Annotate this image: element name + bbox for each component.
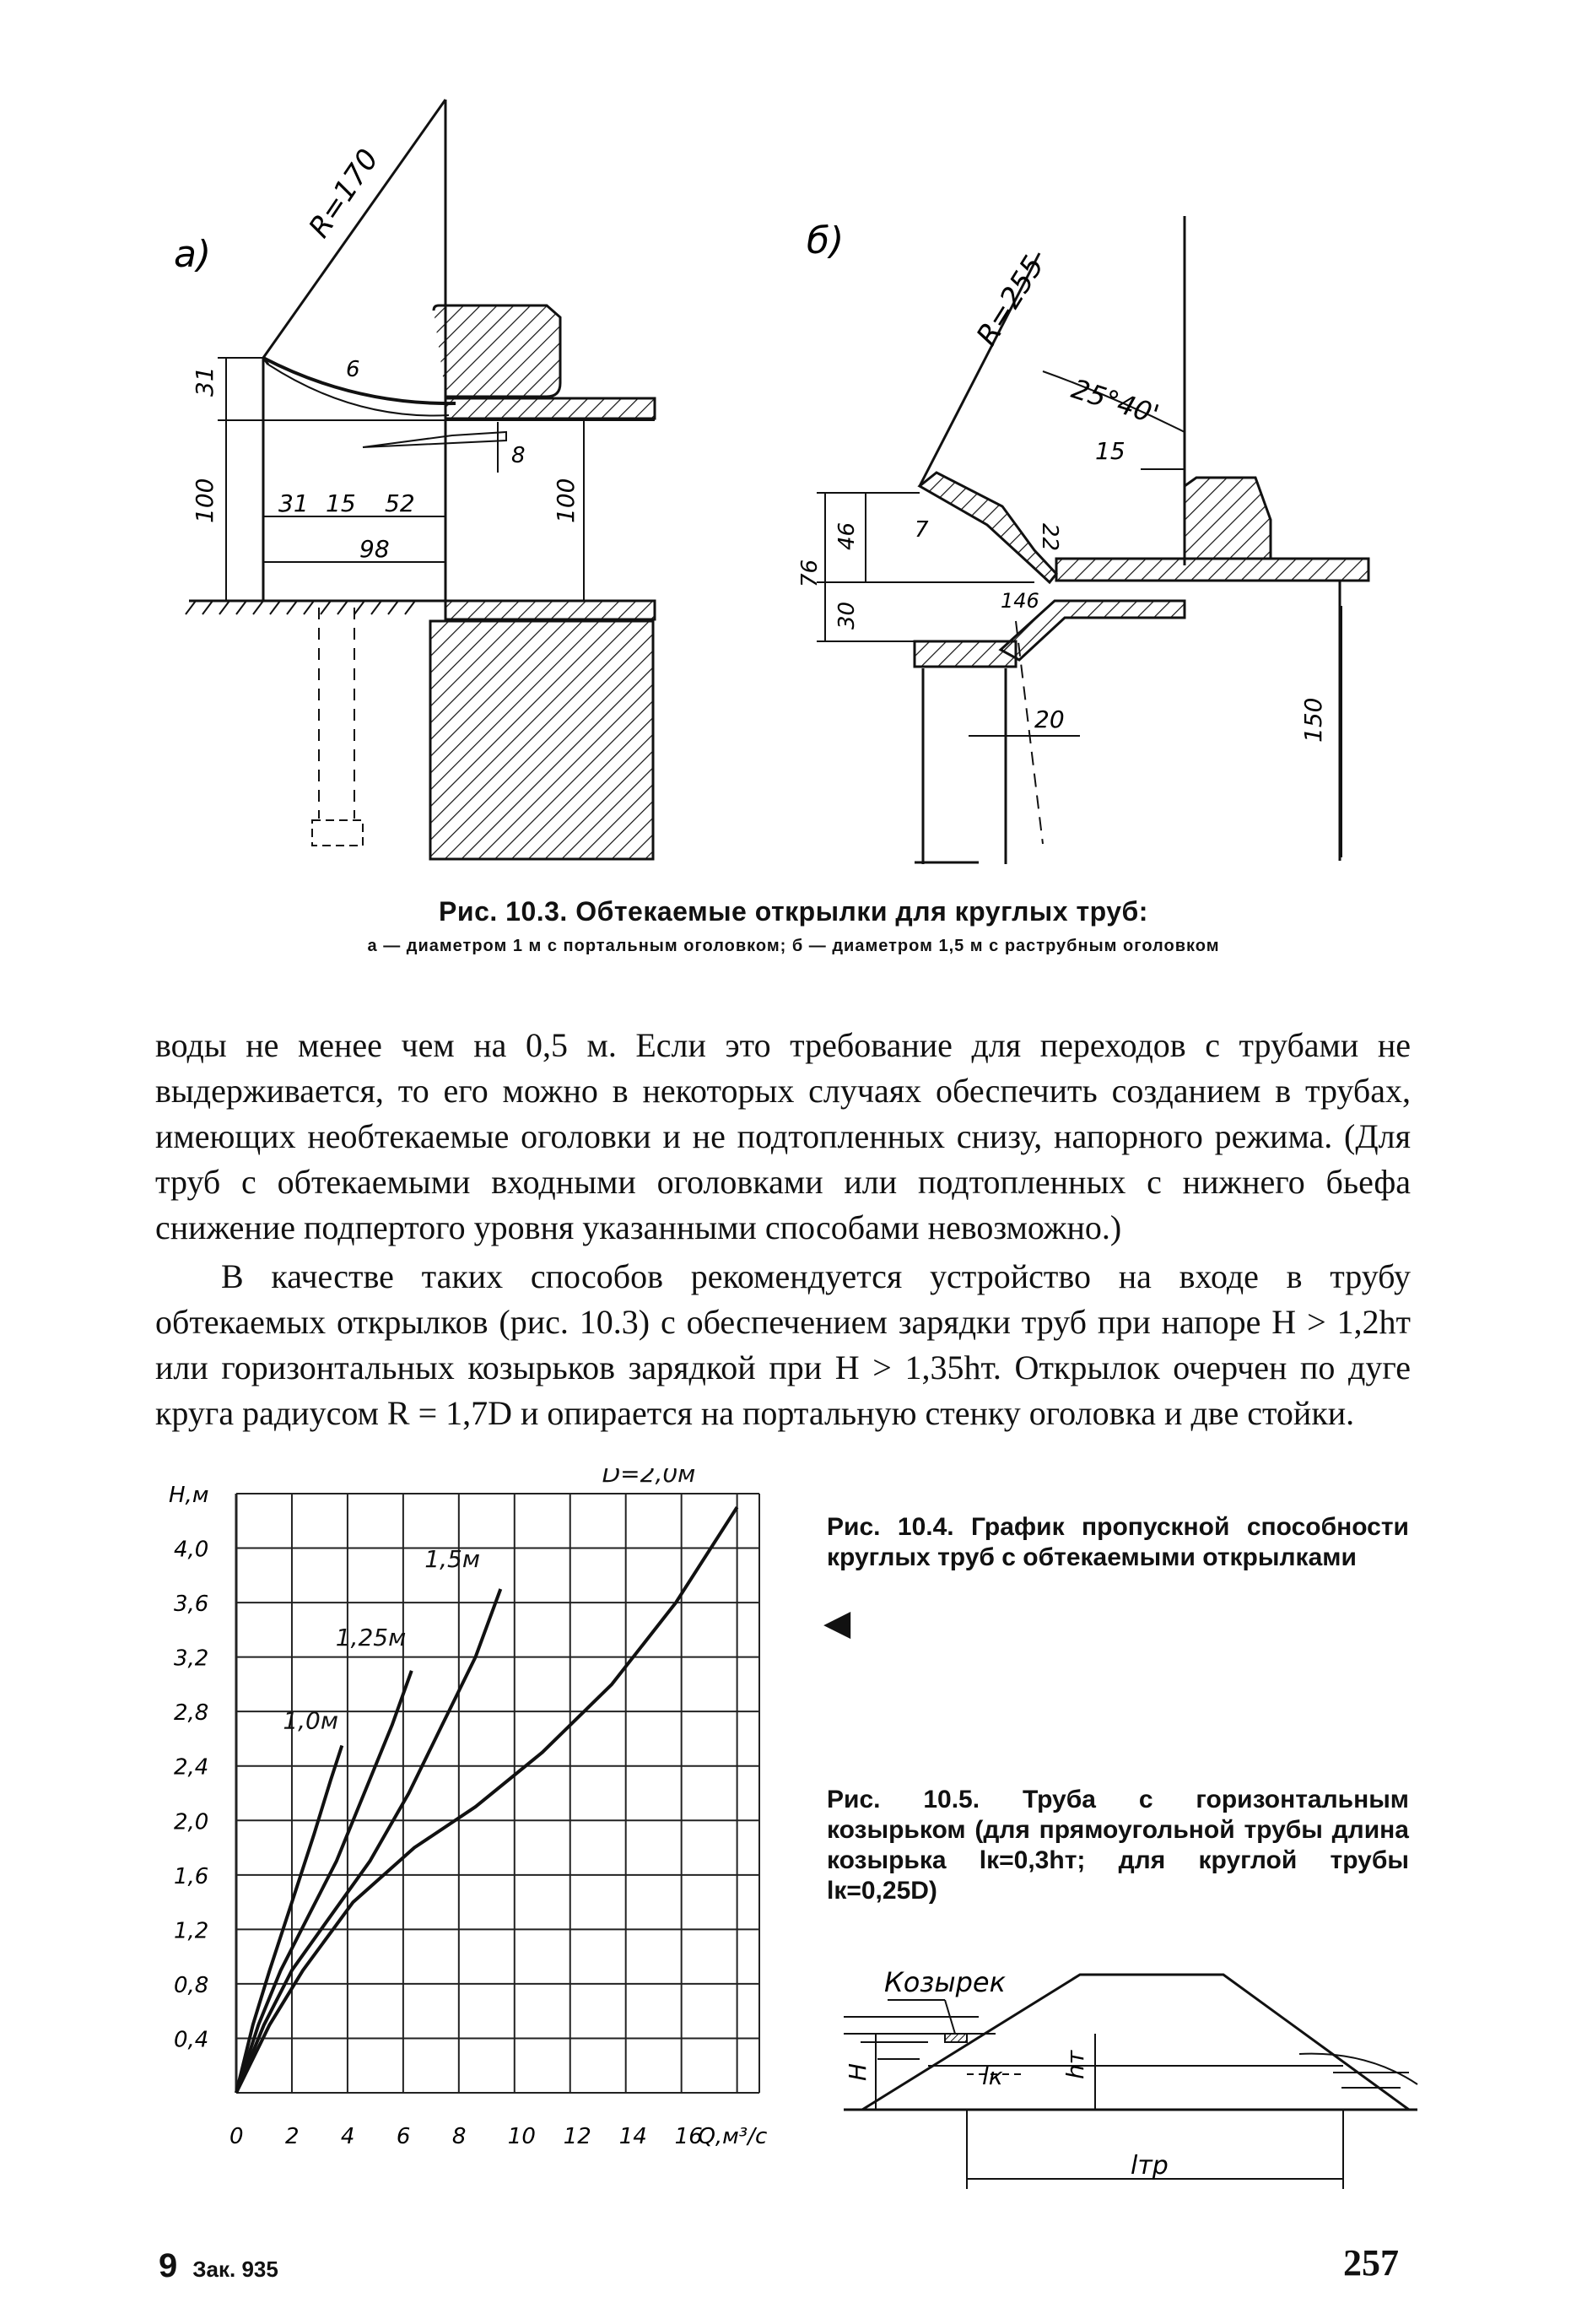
h-label: H xyxy=(844,2062,872,2081)
x-tick-label: 6 xyxy=(396,2124,411,2149)
visor-label: Козырек xyxy=(884,1966,1006,1998)
a-dim-total: 98 xyxy=(359,535,390,563)
ht-label: hт xyxy=(1061,2050,1089,2079)
x-tick-label: 14 xyxy=(618,2124,647,2149)
y-tick-label: 1,6 xyxy=(174,1863,209,1889)
b-dim-angle: 25°40' xyxy=(1067,372,1163,431)
lk-label: lк xyxy=(982,2062,1003,2090)
x-tick-label: 10 xyxy=(507,2124,536,2149)
b-dim-offset: 15 xyxy=(1095,437,1125,465)
y-axis-label: Н,м xyxy=(169,1483,209,1508)
a-dim-seg1: 31 xyxy=(278,489,309,517)
y-tick-label: 2,8 xyxy=(174,1700,209,1727)
x-tick-label: 0 xyxy=(229,2124,244,2149)
panel-a-label: а) xyxy=(174,233,212,276)
figure-10-5-caption: Рис. 10.5. Труба с горизонтальным козырьком (для прямоугольной трубы длина козырька lк=0,3hт; для круглой трубы lк=0,25D) xyxy=(827,1786,1409,1905)
panel-b-label: б) xyxy=(807,219,845,262)
y-tick-label: 1,2 xyxy=(174,1918,209,1944)
a-radius-line xyxy=(263,100,445,358)
b-dim-w20: 20 xyxy=(1034,705,1065,733)
figure-10-4-chart xyxy=(152,1468,818,2194)
series-label: 1,5м xyxy=(424,1544,480,1573)
b-dim-radius: R=255 xyxy=(969,250,1051,352)
a-dim-thickness: 6 xyxy=(346,357,360,382)
ltr-label: lтр xyxy=(1131,2151,1169,2181)
b-dim-w146: 146 xyxy=(1001,589,1039,613)
a-dim-height-left: 100 xyxy=(191,478,219,523)
y-tick-label: 3,2 xyxy=(174,1646,209,1672)
figure-10-3 xyxy=(0,0,1587,886)
figure-10-3-caption: Рис. 10.3. Обтекаемые открылки для круглых труб: xyxy=(439,896,1148,927)
y-tick-label: 2,4 xyxy=(174,1754,209,1781)
x-tick-label: 12 xyxy=(563,2124,591,2149)
chart-svg xyxy=(152,1468,818,2194)
figure-10-3-subcaption: а — диаметром 1 м с портальным оголовком; б — диаметром 1,5 м с раструбным оголовком xyxy=(367,937,1220,955)
y-tick-label: 2,0 xyxy=(174,1809,209,1835)
page-number: 257 xyxy=(1343,2242,1399,2283)
b-dim-h46: 46 xyxy=(834,522,860,550)
order-number: Зак. 935 xyxy=(192,2256,278,2282)
series-label: 1,0м xyxy=(283,1706,338,1735)
figure-10-5 xyxy=(827,1907,1434,2228)
y-tick-label: 4,0 xyxy=(174,1537,209,1563)
figure-10-3-svg xyxy=(0,0,1587,886)
x-tick-label: 16 xyxy=(674,2124,703,2149)
a-dim-top-height: 31 xyxy=(191,366,219,397)
sheet-number: 9 xyxy=(159,2247,178,2284)
series-label: 1,25м xyxy=(335,1623,407,1651)
a-dim-seg3: 52 xyxy=(385,489,415,517)
series-line xyxy=(236,1507,737,2093)
x-tick-label: 8 xyxy=(451,2124,467,2149)
a-dim-radius: R=170 xyxy=(302,143,386,245)
x-tick-label: 4 xyxy=(340,2124,355,2149)
footer-left xyxy=(159,2247,278,2285)
b-dim-h30: 30 xyxy=(834,601,860,630)
b-dim-thickness: 7 xyxy=(915,517,929,543)
x-tick-label: 2 xyxy=(284,2124,300,2149)
a-dim-gap: 8 xyxy=(511,443,526,468)
b-dim-h76: 76 xyxy=(797,559,823,587)
b-dim-h22: 22 xyxy=(1037,523,1062,552)
figure-10-4-caption: Рис. 10.4. График пропускной способности круглых труб с обтекаемыми открылками xyxy=(827,1513,1409,1571)
a-dim-height-right: 100 xyxy=(552,478,580,523)
x-axis-label: Q,м³/с xyxy=(698,2124,768,2149)
y-tick-label: 0,8 xyxy=(174,1972,209,1998)
a-dim-seg2: 15 xyxy=(326,489,356,517)
paragraph-1: воды не менее чем на 0,5 м. Если это требование для переходов с трубами не выдерживается, то его можно в некоторых случаях обеспечить созданием в трубах, имеющих необтекаемые оголовки и не подтопленных снизу, напорного режима. (Для труб с обтекаемыми входными оголовками или подтопленных с нижнего бьефа снижение подпертого уровня указанными способами невозможно.) xyxy=(155,1026,1411,1246)
y-tick-label: 3,6 xyxy=(174,1592,209,1618)
series-label: D=2,0м xyxy=(602,1468,696,1489)
paragraph-2: В качестве таких способов рекомендуется устройство на входе в трубу обтекаемых открылков (рис. 10.3) с обеспечением зарядки труб при напоре H > 1,2hт или горизонтальных козырьков зарядкой при H > 1,35hт. Открылок очерчен по дуге круга радиусом R = 1,7D и опирается на портальную стенку оголовка и две стойки. xyxy=(155,1257,1411,1432)
y-tick-label: 0,4 xyxy=(174,2027,209,2053)
b-dim-h150: 150 xyxy=(1299,697,1327,743)
figure-10-5-svg xyxy=(827,1907,1434,2228)
left-arrow-icon: ◀ xyxy=(823,1602,851,1643)
